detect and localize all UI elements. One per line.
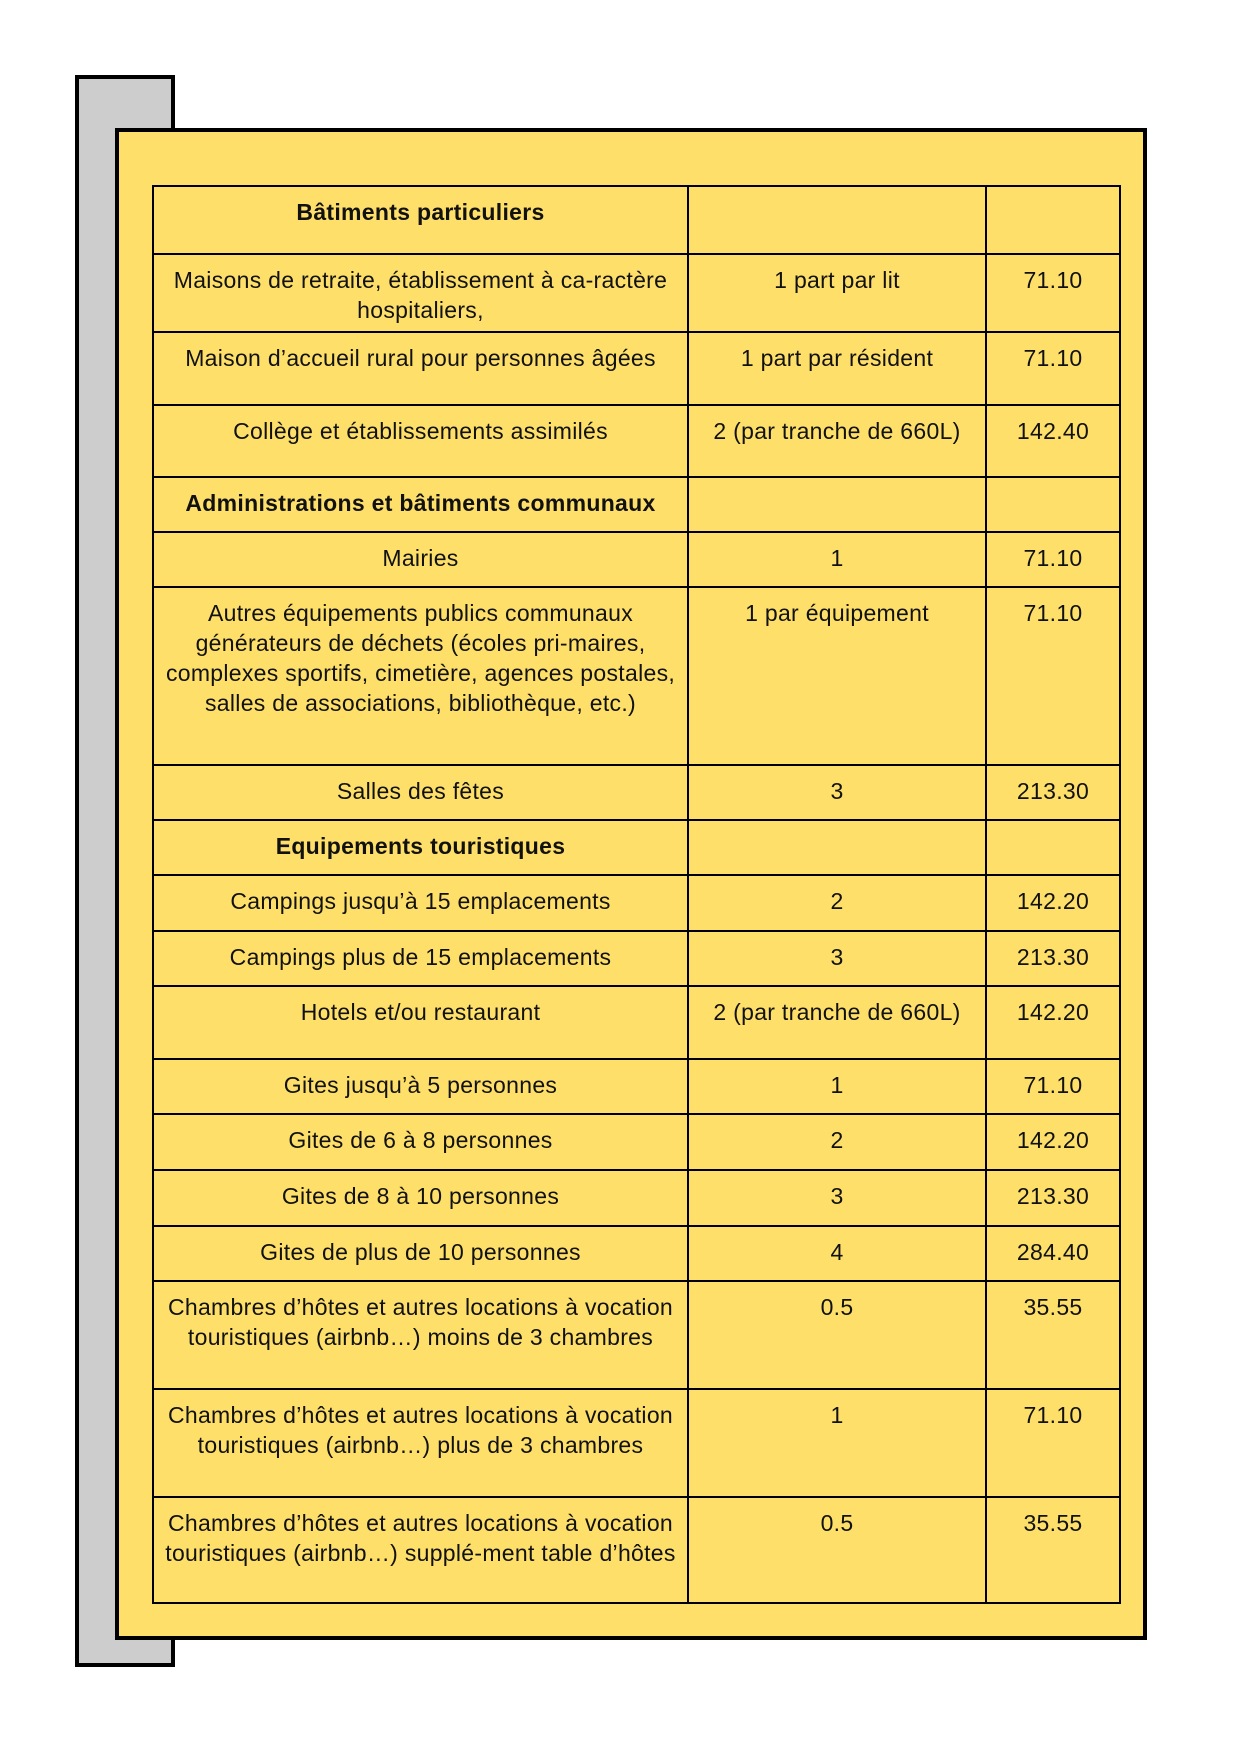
label-cell: Maisons de retraite, établissement à ca-ractère hospitaliers, — [153, 254, 688, 332]
table-row — [153, 1059, 1120, 1114]
amount-cell: 71.10 — [986, 254, 1120, 332]
label-cell: Collège et établissements assimilés — [153, 405, 688, 477]
table-row — [153, 875, 1120, 931]
parts-cell: 1 — [688, 1059, 986, 1114]
table-row — [153, 931, 1120, 986]
section-row-administrations — [153, 477, 1120, 532]
parts-cell — [688, 820, 986, 875]
label-cell: Salles des fêtes — [153, 765, 688, 820]
parts-cell: 0.5 — [688, 1281, 986, 1389]
label-cell: Campings jusqu’à 15 emplacements — [153, 875, 688, 931]
label-cell: Maison d’accueil rural pour personnes âgées — [153, 332, 688, 405]
amount-cell: 213.30 — [986, 765, 1120, 820]
table-row — [153, 765, 1120, 820]
amount-cell: 71.10 — [986, 332, 1120, 405]
section-row-equipements-touristiques — [153, 820, 1120, 875]
parts-cell: 1 — [688, 532, 986, 587]
parts-cell: 1 part par résident — [688, 332, 986, 405]
amount-cell: 142.20 — [986, 986, 1120, 1059]
section-label: Administrations et bâtiments communaux — [153, 477, 688, 532]
parts-cell: 3 — [688, 765, 986, 820]
parts-cell: 3 — [688, 931, 986, 986]
parts-cell: 0.5 — [688, 1497, 986, 1603]
amount-cell: 213.30 — [986, 1170, 1120, 1226]
table-row — [153, 1114, 1120, 1170]
table-row — [153, 986, 1120, 1059]
label-cell: Chambres d’hôtes et autres locations à vocation touristiques (airbnb…) plus de 3 chambres — [153, 1389, 688, 1497]
label-cell: Hotels et/ou restaurant — [153, 986, 688, 1059]
amount-cell: 142.20 — [986, 1114, 1120, 1170]
table-row — [153, 254, 1120, 332]
amount-cell: 142.20 — [986, 875, 1120, 931]
table-row — [153, 1226, 1120, 1281]
label-cell: Chambres d’hôtes et autres locations à vocation touristiques (airbnb…) moins de 3 chambres — [153, 1281, 688, 1389]
amount-cell: 213.30 — [986, 931, 1120, 986]
table-row — [153, 532, 1120, 587]
tariff-panel — [115, 128, 1147, 1640]
section-label: Equipements touristiques — [153, 820, 688, 875]
amount-cell: 71.10 — [986, 1059, 1120, 1114]
parts-cell: 2 — [688, 1114, 986, 1170]
parts-cell: 2 (par tranche de 660L) — [688, 986, 986, 1059]
label-cell: Chambres d’hôtes et autres locations à vocation touristiques (airbnb…) supplé-ment table d’hôtes — [153, 1497, 688, 1603]
amount-cell — [986, 477, 1120, 532]
amount-cell — [986, 186, 1120, 254]
table-row — [153, 587, 1120, 765]
parts-cell — [688, 477, 986, 532]
parts-cell: 2 — [688, 875, 986, 931]
amount-cell: 142.40 — [986, 405, 1120, 477]
table-row — [153, 1389, 1120, 1497]
amount-cell: 71.10 — [986, 1389, 1120, 1497]
label-cell: Autres équipements publics communaux générateurs de déchets (écoles pri-maires, complexes sportifs, cimetière, agences postales, salles de associations, bibliothèque, etc.) — [153, 587, 688, 765]
parts-cell: 2 (par tranche de 660L) — [688, 405, 986, 477]
amount-cell: 35.55 — [986, 1281, 1120, 1389]
table-row — [153, 1281, 1120, 1389]
amount-cell: 71.10 — [986, 532, 1120, 587]
label-cell: Campings plus de 15 emplacements — [153, 931, 688, 986]
label-cell: Gites de 8 à 10 personnes — [153, 1170, 688, 1226]
label-cell: Gites de 6 à 8 personnes — [153, 1114, 688, 1170]
table-row — [153, 405, 1120, 477]
label-cell: Mairies — [153, 532, 688, 587]
parts-cell — [688, 186, 986, 254]
table-row — [153, 332, 1120, 405]
parts-cell: 1 par équipement — [688, 587, 986, 765]
label-cell: Gites jusqu’à 5 personnes — [153, 1059, 688, 1114]
parts-cell: 4 — [688, 1226, 986, 1281]
table-row — [153, 1170, 1120, 1226]
amount-cell: 284.40 — [986, 1226, 1120, 1281]
section-row-batiments-particuliers — [153, 186, 1120, 254]
amount-cell: 71.10 — [986, 587, 1120, 765]
section-label: Bâtiments particuliers — [153, 186, 688, 254]
amount-cell: 35.55 — [986, 1497, 1120, 1603]
parts-cell: 1 — [688, 1389, 986, 1497]
label-cell: Gites de plus de 10 personnes — [153, 1226, 688, 1281]
parts-cell: 1 part par lit — [688, 254, 986, 332]
amount-cell — [986, 820, 1120, 875]
table-row — [153, 1497, 1120, 1603]
parts-cell: 3 — [688, 1170, 986, 1226]
tariff-table — [152, 185, 1121, 1604]
